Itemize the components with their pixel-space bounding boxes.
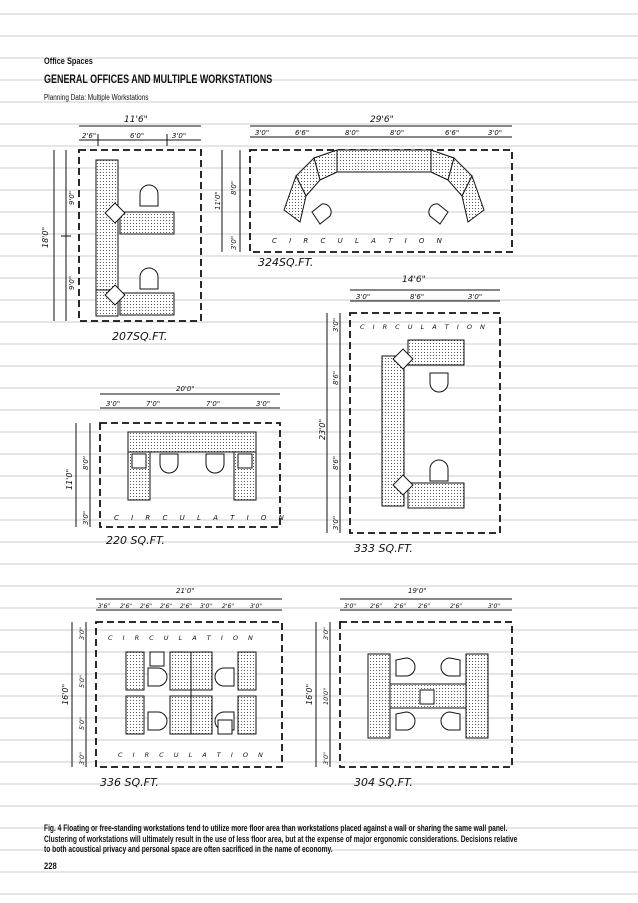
plan-304-dim-6: 3'0" [488, 603, 501, 610]
plan-336-dim-3: 2'6" [140, 603, 153, 610]
plan-336-dim-6: 3'0" [200, 603, 213, 610]
plan-324-dim-side-1: 8'0" [230, 180, 238, 195]
plan-333-dim-1: 3'0" [356, 293, 371, 301]
page-number: 228 [44, 861, 57, 871]
plan-333-dim-side-4: 3'0" [332, 515, 340, 530]
plan-220-dim-side: 11'0" [65, 468, 74, 490]
plan-304-dim-side-3: 3'0" [322, 751, 330, 765]
plan-304-dim-3: 2'6" [394, 603, 407, 610]
page-title: GENERAL OFFICES AND MULTIPLE WORKSTATIONS [44, 74, 273, 86]
plan-324-dim-6: 3'0" [488, 129, 503, 137]
plan-324-dim-4: 8'0" [390, 129, 405, 137]
plan-333-dim-2: 8'6" [410, 293, 425, 301]
plan-333-circulation: C I R C U L A T I O N [360, 323, 488, 331]
plan-333-dim-side: 23'0" [318, 418, 327, 440]
plan-220-dim-3: 7'0" [206, 400, 221, 408]
plan-336 [72, 599, 282, 767]
room-outline [96, 622, 282, 767]
plan-207-area: 207SQ.FT. [112, 330, 168, 343]
plan-336-dim-side-1: 3'0" [78, 626, 86, 640]
plan-324-dim-side: 11'0" [214, 191, 222, 210]
plan-336-dim-7: 2'6" [222, 603, 235, 610]
plan-336-dim-side-3: 5'0" [78, 716, 86, 730]
plan-333-dim-3: 3'0" [468, 293, 483, 301]
plan-220-dim-2: 7'0" [146, 400, 161, 408]
caption-line-1: Fig. 4 Floating or free-standing workstations tend to utilize more floor area than workstations placed against a wall or sharing the same wall panel. [44, 823, 508, 833]
plan-207-dim-side-1: 9'0" [68, 190, 76, 205]
plan-220-area: 220 SQ.FT. [106, 534, 165, 547]
plan-220-dim-4: 3'0" [256, 400, 271, 408]
caption-line-3: to both acoustical privacy and personal space are often sacrificed in the name of economy. [44, 844, 333, 855]
plan-304-dim-overall: 19'0" [408, 587, 427, 595]
plan-333-dim-side-2: 8'6" [332, 370, 340, 385]
plan-220 [76, 394, 280, 527]
plan-336-dim-side: 16'0" [61, 683, 70, 705]
plan-324-dim-side-2: 3'0" [230, 235, 238, 250]
plan-324-dim-5: 6'6" [445, 129, 460, 137]
plan-304-dim-2: 2'6" [370, 603, 383, 610]
page-subtitle: Planning Data: Multiple Workstations [44, 93, 149, 102]
plan-336-dim-4: 2'6" [160, 603, 173, 610]
plan-220-circulation: C I R C U L A T I O N [114, 514, 289, 522]
plan-333-area: 333 SQ.FT. [354, 542, 413, 555]
plan-336-dim-2: 2'6" [120, 603, 133, 610]
plan-207-dim-2: 6'0" [130, 132, 145, 140]
plan-207-dim-1: 2'6" [82, 132, 97, 140]
plan-336-dim-overall: 21'0" [176, 587, 195, 595]
figure-caption [44, 823, 606, 855]
plan-207-dim-overall: 11'6" [124, 115, 148, 125]
plan-324-dim-overall: 29'6" [370, 115, 394, 125]
plan-333-dim-side-1: 3'0" [332, 317, 340, 332]
plan-336-dim-8: 3'0" [250, 603, 263, 610]
plan-336-dim-side-2: 5'0" [78, 674, 86, 688]
plan-336-area: 336 SQ.FT. [100, 776, 159, 789]
plan-324-dim-3: 8'0" [345, 129, 360, 137]
plan-207-dim-side: 18'0" [41, 226, 50, 248]
plan-333-dim-side-3: 8'6" [332, 455, 340, 470]
plan-324 [222, 126, 512, 252]
plan-336-dim-side-4: 3'0" [78, 751, 86, 765]
plan-304-dim-side: 16'0" [305, 683, 314, 705]
plan-220-dim-overall: 20'0" [176, 385, 195, 393]
plan-336-circulation-top: C I R C U L A T I O N [108, 634, 257, 642]
plan-336-dim-1: 3'6" [98, 603, 111, 610]
plan-324-dim-2: 6'6" [295, 129, 310, 137]
plan-336-dim-5: 2'6" [180, 603, 193, 610]
plan-207 [54, 126, 201, 321]
plan-220-dim-side-1: 8'0" [82, 455, 90, 470]
section-label: Office Spaces [44, 56, 93, 66]
plan-304-dim-5: 2'6" [450, 603, 463, 610]
plan-324-circulation: C I R C U L A T I O N [272, 237, 447, 245]
plan-304-dim-side-2: 10'0" [322, 687, 330, 705]
plan-324-area: 324SQ.FT. [258, 256, 314, 269]
plan-304-area: 304 SQ.FT. [354, 776, 413, 789]
plan-304 [316, 599, 512, 767]
plan-304-dim-1: 3'0" [344, 603, 357, 610]
plan-324-dim-1: 3'0" [255, 129, 270, 137]
caption-line-2: Clustering of workstations will ultimately result in the use of less floor area, but at the expense of major ergonomic considerations. Decisions relative [44, 833, 518, 844]
plan-220-dim-1: 3'0" [106, 400, 121, 408]
plan-336-circulation-bottom: C I R C U L A T I O N [118, 751, 267, 759]
plan-207-dim-side-2: 9'0" [68, 275, 76, 290]
plan-304-dim-side-1: 3'0" [322, 626, 330, 640]
plan-207-dim-3: 3'0" [172, 132, 187, 140]
plan-220-dim-side-2: 3'0" [82, 510, 90, 525]
plan-304-dim-4: 2'6" [418, 603, 431, 610]
plan-333-dim-overall: 14'6" [402, 275, 426, 285]
